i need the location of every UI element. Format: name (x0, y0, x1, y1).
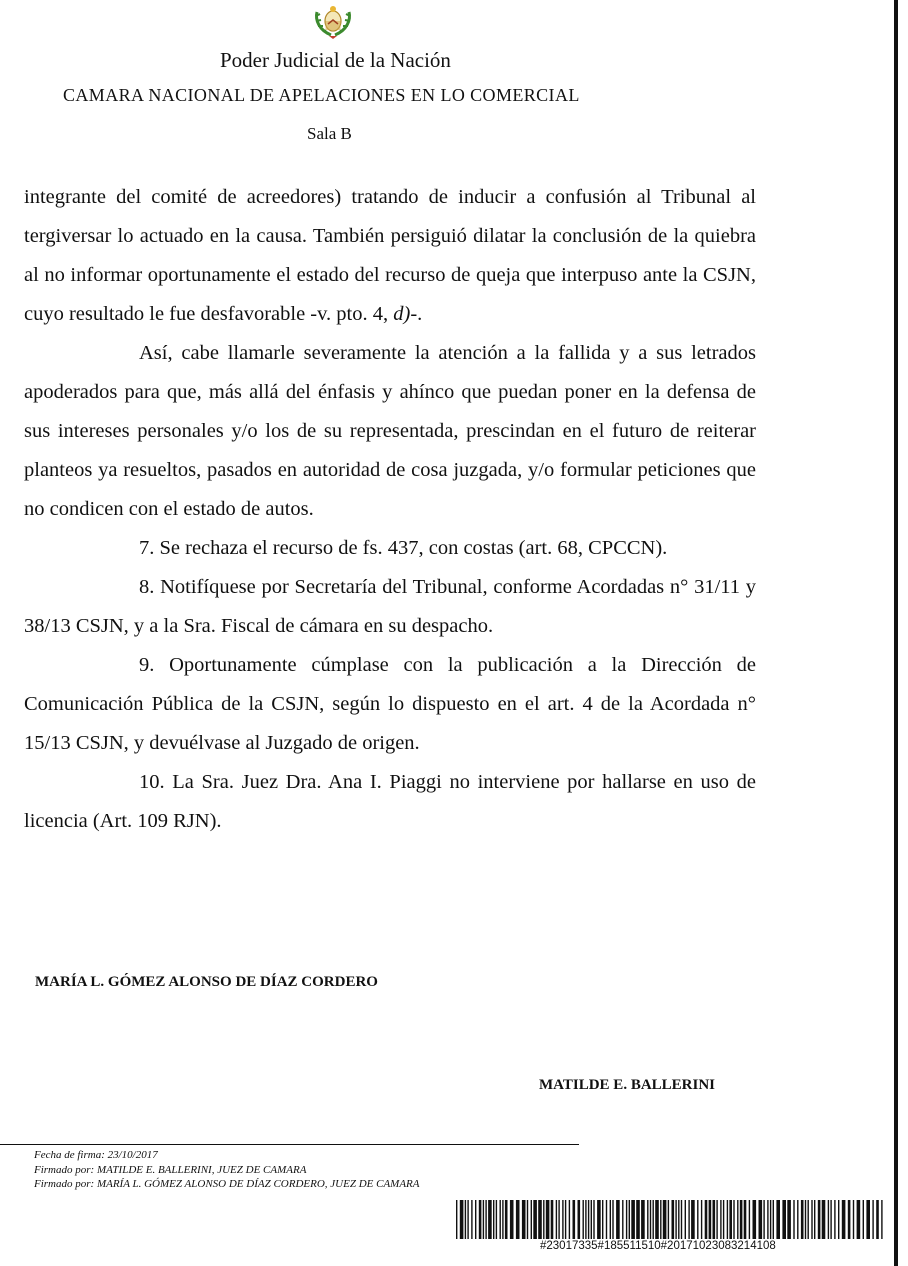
barcode-bar (543, 1200, 544, 1239)
barcode-bar (493, 1200, 494, 1239)
barcode-bar (467, 1200, 468, 1239)
court-name: CAMARA NACIONAL DE APELACIONES EN LO COMERCIAL (63, 85, 580, 105)
paragraph-1: integrante del comité de acreedores) tratando de inducir a confusión al Tribunal al tergiversar lo actuado en la causa. También persiguió dilatar la conclusión de la quiebra al no informar oportunamente el estado del recurso de queja que interpuso ante la CSJN, cuyo resultado le fue desfavorable -v. pto. 4, d)-. (24, 186, 756, 325)
barcode-bar (527, 1200, 528, 1239)
barcode-bar (763, 1200, 764, 1239)
barcode-bar (650, 1200, 651, 1239)
barcode-bar (770, 1200, 771, 1239)
barcode-bar (685, 1200, 686, 1239)
barcode-bar (475, 1200, 476, 1239)
barcode-bar (456, 1200, 457, 1239)
barcode-bar (744, 1200, 747, 1239)
barcode-bar (838, 1200, 839, 1239)
barcode-bar (782, 1200, 786, 1239)
barcode-bar (485, 1200, 486, 1239)
paragraph-5: 9. Oportunamente cúmplase con la publicación a la Dirección de Comunicación Pública de la CSJN, según lo dispuesto en el art. 4 de la Acordada n° 15/13 CSJN, y devuélvase al Juzgado de origen. (24, 654, 756, 754)
barcode-bar (793, 1200, 794, 1239)
barcode-bar (465, 1200, 466, 1239)
barcode-bar (578, 1200, 581, 1239)
page-edge-rule (894, 0, 898, 1266)
barcode-bar (585, 1200, 586, 1239)
barcode-bar (773, 1200, 774, 1239)
barcode-bar (483, 1200, 484, 1239)
resolution-body (24, 178, 756, 841)
barcode-bar (675, 1200, 676, 1239)
barcode-bar (500, 1200, 501, 1239)
barcode-bar (672, 1200, 675, 1239)
barcode-bar (881, 1200, 882, 1239)
barcode-bar (569, 1200, 570, 1239)
barcode-bar (647, 1200, 648, 1239)
barcode-bar (681, 1200, 682, 1239)
barcode-bar (776, 1200, 780, 1239)
barcode-bar (727, 1200, 728, 1239)
italic-reference: d) (393, 303, 411, 325)
barcode-bar (626, 1200, 627, 1239)
signing-date: Fecha de firma: 23/10/2017 (34, 1149, 158, 1161)
barcode-bar (562, 1200, 563, 1239)
paragraph-2: Así, cabe llamarle severamente la atención a la fallida y a sus letrados apoderados para que, más allá del énfasis y ahínco que puedan poner en la defensa de sus intereses personales y/o los de su representada, prescindan en el futuro de reiterar planteos ya resueltos, pasados en autoridad de cosa juzgada, y/o formular peticiones que no condicen con el estado de autos. (24, 342, 756, 520)
barcode-bar (565, 1200, 566, 1239)
barcode-bar (479, 1200, 482, 1239)
barcode-bar (857, 1200, 861, 1239)
barcode-bar (705, 1200, 708, 1239)
barcode-bar (876, 1200, 879, 1239)
barcode-bar (629, 1200, 630, 1239)
barcode-bar (697, 1200, 698, 1239)
barcode-bar (583, 1200, 584, 1239)
barcode-bar (588, 1200, 589, 1239)
barcode-bar (668, 1200, 669, 1239)
barcode-bar (818, 1200, 821, 1239)
barcode-bar (808, 1200, 809, 1239)
coat-of-arms-icon (311, 4, 355, 40)
barcode-bar (729, 1200, 732, 1239)
barcode-bar (660, 1200, 661, 1239)
barcode-bar (801, 1200, 804, 1239)
barcode-bar (488, 1200, 492, 1239)
barcode-bar (787, 1200, 791, 1239)
barcode-bar (522, 1200, 526, 1239)
barcode-bar (606, 1200, 607, 1239)
barcode-bar (872, 1200, 873, 1239)
barcode-bar (678, 1200, 679, 1239)
barcode-bar (505, 1200, 508, 1239)
barcode-bar (866, 1200, 870, 1239)
barcode-bar (516, 1200, 520, 1239)
signature-ballerini: MATILDE E. BALLERINI (539, 1077, 716, 1093)
barcode-bar (641, 1200, 645, 1239)
barcode-bar (558, 1200, 559, 1239)
barcode-bar (853, 1200, 854, 1239)
barcode-bar (531, 1200, 532, 1239)
barcode-bar (636, 1200, 640, 1239)
barcode-bar (822, 1200, 826, 1239)
signed-by-gomez-alonso: Firmado por: MARÍA L. GÓMEZ ALONSO DE DÍAZ CORDERO, JUEZ DE CAMARA (34, 1178, 420, 1190)
barcode-bar (655, 1200, 659, 1239)
barcode-bar (716, 1200, 717, 1239)
barcode-bar (612, 1200, 613, 1239)
barcode-bar (602, 1200, 603, 1239)
barcode-bar (767, 1200, 768, 1239)
barcode-bar (740, 1200, 743, 1239)
barcode-bar (551, 1200, 554, 1239)
barcode-bar (848, 1200, 851, 1239)
barcode-bar (593, 1200, 594, 1239)
barcode-bar (701, 1200, 702, 1239)
barcode-bar (597, 1200, 601, 1239)
barcode-bar (538, 1200, 542, 1239)
barcode-bar (496, 1200, 497, 1239)
barcode-bar (753, 1200, 757, 1239)
barcode-bar (805, 1200, 806, 1239)
barcode-bar (653, 1200, 654, 1239)
barcode-bar (842, 1200, 846, 1239)
barcode-bar (737, 1200, 738, 1239)
barcode-bar (610, 1200, 611, 1239)
barcode-bar (830, 1200, 831, 1239)
signature-gomez-alonso: MARÍA L. GÓMEZ ALONSO DE DÍAZ CORDERO (35, 974, 378, 990)
barcode-bar (720, 1200, 721, 1239)
barcode-bar (797, 1200, 798, 1239)
barcode-bar (723, 1200, 724, 1239)
barcode-bar (591, 1200, 592, 1239)
barcode-bar (759, 1200, 763, 1239)
barcode (456, 1200, 886, 1239)
barcode-bar (811, 1200, 812, 1239)
barcode-bar (688, 1200, 689, 1239)
barcode-bar (713, 1200, 716, 1239)
barcode-bar (573, 1200, 576, 1239)
barcode-bar (616, 1200, 620, 1239)
signed-by-ballerini: Firmado por: MATILDE E. BALLERINI, JUEZ DE CAMARA (34, 1163, 307, 1176)
barcode-bar (556, 1200, 557, 1239)
barcode-bar (471, 1200, 472, 1239)
barcode-bar (663, 1200, 667, 1239)
barcode-bar (733, 1200, 734, 1239)
barcode-bar (533, 1200, 537, 1239)
barcode-bar (510, 1200, 514, 1239)
footer-divider (0, 1144, 579, 1145)
paragraph-6: 10. La Sra. Juez Dra. Ana I. Piaggi no interviene por hallarse en uso de licencia (Art. 109 RJN). (24, 771, 756, 832)
barcode-bar (828, 1200, 829, 1239)
barcode-bar (814, 1200, 815, 1239)
barcode-bar (622, 1200, 623, 1239)
barcode-bar (834, 1200, 835, 1239)
barcode-bar (709, 1200, 712, 1239)
barcode-bar (631, 1200, 635, 1239)
paragraph-4: 8. Notifíquese por Secretaría del Tribunal, conforme Acordadas n° 31/11 y 38/13 CSJN, y a la Sra. Fiscal de cámara en su despacho. (24, 576, 756, 637)
chamber-section: Sala B (307, 124, 352, 143)
barcode-bar (502, 1200, 503, 1239)
signature-metadata (34, 1148, 419, 1192)
barcode-bar (863, 1200, 864, 1239)
institution-title: Poder Judicial de la Nación (220, 48, 451, 72)
paragraph-3: 7. Se rechaza el recurso de fs. 437, con costas (art. 68, CPCCN). (139, 537, 668, 559)
barcode-number: #23017335#185511510#20171023083214108 (540, 1240, 776, 1252)
barcode-bar (691, 1200, 695, 1239)
barcode-bar (749, 1200, 750, 1239)
barcode-bar (460, 1200, 464, 1239)
barcode-bar (546, 1200, 550, 1239)
